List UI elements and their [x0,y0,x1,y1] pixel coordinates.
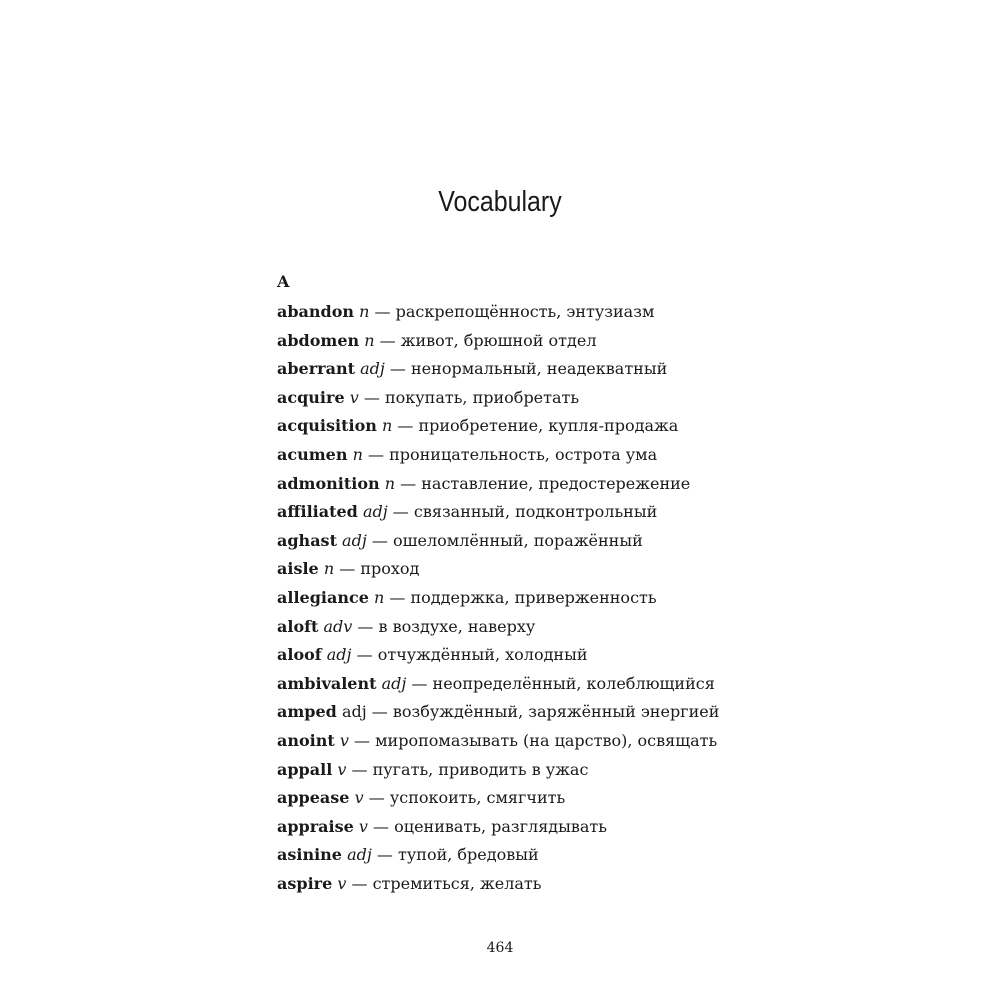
entry-headword: aghast [277,530,337,550]
entry-definition: проход [360,559,420,579]
entry-headword: allegiance [277,587,369,607]
entry-headword: acumen [277,444,348,464]
entry-part-of-speech: n [384,473,396,493]
entry-headword: appall [277,759,333,779]
entry-part-of-speech: adj [381,673,407,693]
vocabulary-entry [277,670,719,699]
entry-definition: проницательность, острота ума [389,444,658,464]
vocabulary-entry [277,756,719,785]
entry-part-of-speech: adj [362,502,388,522]
entry-part-of-speech: n [352,444,363,464]
vocabulary-entry [277,355,719,384]
entry-headword: acquire [277,387,345,407]
entry-headword: aberrant [277,359,355,379]
entry-definition: наставление, предостережение [421,473,691,493]
entry-part-of-speech: n [381,416,393,436]
entry-part-of-speech: n [323,559,335,579]
entry-part-of-speech: v [349,387,359,407]
vocabulary-entry [277,470,719,499]
vocabulary-entry [277,584,719,613]
entry-definition: возбуждённый, заряжённый энергией [392,702,720,722]
entry-headword: abdomen [277,330,360,350]
entry-headword: abandon [277,302,355,321]
entry-definition: неопределённый, колеблющийся [432,673,715,693]
entry-headword: appease [277,788,350,808]
vocabulary-entry [277,327,719,356]
entry-headword: admonition [277,473,380,493]
section-letter: A [277,272,290,291]
entry-dash: — [400,473,417,493]
entry-part-of-speech: adj [341,702,367,722]
page-title: Vocabulary [438,186,562,218]
vocabulary-entry [277,841,719,870]
entry-dash: — [351,759,368,779]
entry-definition: ненормальный, неадекватный [411,359,668,379]
entry-dash: — [371,530,388,550]
entry-definition: связанный, подконтрольный [413,502,658,522]
entry-headword: acquisition [277,416,377,436]
entry-headword: aspire [277,873,333,893]
vocabulary-entry [277,498,719,527]
vocabulary-entry [277,441,719,470]
entry-headword: appraise [277,816,354,836]
entry-dash: — [392,502,409,522]
entry-part-of-speech: v [339,730,349,750]
entry-part-of-speech: n [373,587,385,607]
entry-headword: affiliated [277,502,358,522]
vocabulary-entry [277,784,719,813]
vocabulary-entry [277,527,719,556]
entry-part-of-speech: adj [326,645,352,665]
entry-headword: amped [277,702,337,722]
entry-dash: — [411,673,428,693]
entry-dash: — [374,302,391,321]
entry-dash: — [397,416,414,436]
entry-part-of-speech: adj [347,845,372,865]
entry-part-of-speech: v [337,873,347,893]
entry-part-of-speech: v [337,759,347,779]
entry-dash: — [376,845,393,865]
vocabulary-entry [277,613,719,642]
entry-definition: миропомазывать (на царство), освящать [375,730,718,750]
entry-headword: anoint [277,730,335,750]
entry-headword: aisle [277,559,319,579]
entry-dash: — [367,444,384,464]
entry-part-of-speech: v [354,788,364,808]
vocabulary-entry [277,555,719,584]
vocabulary-entry [277,641,719,670]
entry-dash: — [373,816,390,836]
entry-part-of-speech: adv [323,616,353,636]
entry-part-of-speech: n [364,330,375,350]
entry-dash: — [379,330,396,350]
entry-definition: покупать, приобретать [384,387,580,407]
entry-definition: поддержка, приверженность [410,587,657,607]
entry-dash: — [351,873,368,893]
vocabulary-entry [277,727,719,756]
entry-definition: пугать, приводить в ужас [372,759,589,779]
vocabulary-entry [277,384,719,413]
page-number: 464 [486,940,514,956]
entry-dash: — [357,616,374,636]
vocabulary-entry [277,698,719,727]
entry-dash: — [368,788,385,808]
entry-part-of-speech: adj [342,530,367,550]
entry-dash: — [356,645,373,665]
entry-dash: — [389,587,406,607]
entry-definition: оценивать, разглядывать [394,816,607,836]
entry-part-of-speech: n [359,302,370,321]
entry-headword: asinine [277,845,342,865]
entry-headword: aloof [277,645,322,665]
entry-headword: aloft [277,616,319,636]
entry-definition: раскрепощённость, энтузиазм [395,302,655,321]
entry-headword: ambivalent [277,673,377,693]
vocabulary-entry [277,813,719,842]
entry-definition: в воздухе, наверху [378,616,536,636]
vocabulary-list [277,298,719,898]
entry-dash: — [354,730,371,750]
entry-definition: отчуждённый, холодный [377,645,588,665]
entry-dash: — [363,387,380,407]
vocabulary-entry [277,298,719,327]
entry-dash: — [371,702,388,722]
entry-definition: тупой, бредовый [398,845,539,865]
entry-definition: живот, брюшной отдел [400,330,597,350]
entry-definition: успокоить, смягчить [389,788,566,808]
entry-definition: ошеломлённый, поражённый [392,530,643,550]
entry-dash: — [389,359,406,379]
entry-definition: приобретение, купля-продажа [418,416,679,436]
vocabulary-entry [277,412,719,441]
entry-definition: стремиться, желать [372,873,542,893]
entry-part-of-speech: adj [360,359,385,379]
entry-dash: — [339,559,356,579]
vocabulary-entry [277,870,719,899]
entry-part-of-speech: v [358,816,368,836]
